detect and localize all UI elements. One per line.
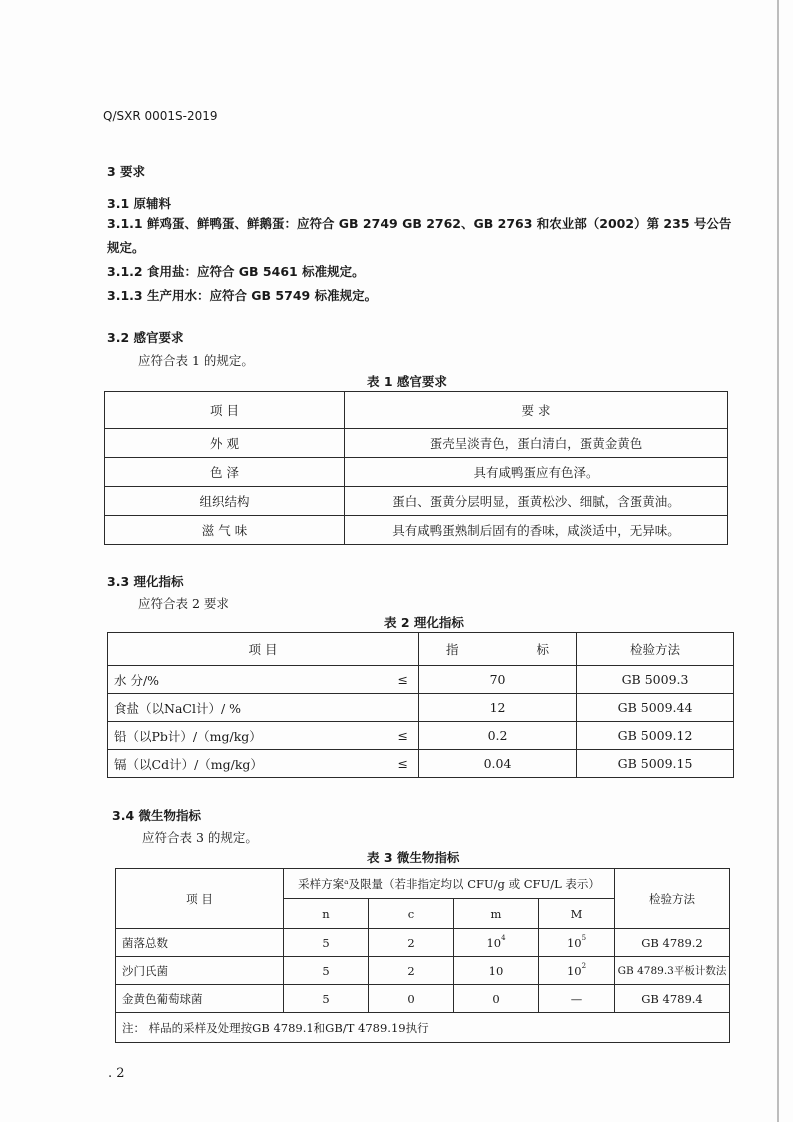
section-3-4-intro: 应符合表 3 的规定。 [142,830,258,845]
table3-n: 5 [284,957,369,985]
table-row [116,929,730,957]
section-3-title: 3 要求 [107,164,146,179]
table3-M [539,929,615,957]
table3-M [539,985,615,1013]
table3-note: 注： 样品的采样及处理按GB 4789.1和GB/T 4789.19执行 [116,1013,730,1043]
table3-header-c: c [369,899,454,929]
table3-header-M: M [539,899,615,929]
section-3-2-title: 3.2 感官要求 [107,330,184,345]
table-row [105,458,728,487]
table2-method: GB 5009.44 [577,694,734,722]
table2-sym [388,694,419,722]
table2-header-item: 项 目 [108,633,419,666]
table2-method: GB 5009.12 [577,722,734,750]
table1-req: 具有咸鸭蛋应有色泽。 [345,458,728,487]
table1-header-req: 要 求 [345,392,728,429]
table3-M [539,957,615,985]
scan-edge [777,0,779,1122]
table2-sym: ≤ [388,722,419,750]
table2-header-index-b: 标 [536,642,550,657]
table1-item: 色 泽 [105,458,345,487]
table-row [108,694,734,722]
table3-c: 0 [369,985,454,1013]
table2-method: GB 5009.3 [577,666,734,694]
table3-method: GB 4789.4 [615,985,730,1013]
table3-header-row1 [116,869,730,899]
table3-header-method: 检验方法 [615,869,730,929]
table-row [116,957,730,985]
page-number: . 2 [108,1066,125,1081]
table-row [105,516,728,545]
table-row [108,750,734,778]
table3-item: 菌落总数 [116,929,284,957]
table1-req: 具有咸鸭蛋熟制后固有的香味，咸淡适中，无异味。 [345,516,728,545]
section-3-1-2: 3.1.2 食用盐：应符合 GB 5461 标准规定。 [107,264,365,279]
table-row [108,666,734,694]
table1-caption: 表 1 感官要求 [367,374,447,389]
table2-item: 食盐（以NaCl计）/ % [108,694,388,722]
table3-m [454,957,539,985]
table3-M-base: 10 [566,935,582,950]
table3-header-plan: 采样方案ᵃ及限量（若非指定均以 CFU/g 或 CFU/L 表示） [284,869,615,899]
table2-header-row [108,633,734,666]
table-row [116,985,730,1013]
table3-item: 金黄色葡萄球菌 [116,985,284,1013]
table3-micro [115,868,730,1043]
section-3-1-3: 3.1.3 生产用水：应符合 GB 5749 标准规定。 [107,288,378,303]
table1-item: 外 观 [105,429,345,458]
table2-item: 铅（以Pb计）/（mg/kg） [108,722,388,750]
table1-req: 蛋白、蛋黄分层明显，蛋黄松沙、细腻，含蛋黄油。 [345,487,728,516]
table1-item: 组织结构 [105,487,345,516]
table3-M-base: — [570,991,583,1006]
table3-header-m: m [454,899,539,929]
table1-item: 滋 气 味 [105,516,345,545]
table2-header-method: 检验方法 [577,633,734,666]
table3-item: 沙门氏菌 [116,957,284,985]
section-3-3-intro: 应符合表 2 要求 [138,596,229,611]
table3-m [454,985,539,1013]
table3-m-base: 10 [486,935,502,950]
table2-value: 12 [419,694,577,722]
table2-value: 70 [419,666,577,694]
table2-sym: ≤ [388,666,419,694]
table3-method: GB 4789.2 [615,929,730,957]
table2-method: GB 5009.15 [577,750,734,778]
table3-M-exp: 2 [581,961,587,970]
table1-sensory [104,391,728,545]
table3-M-base: 10 [566,963,582,978]
table2-header-index [419,633,577,666]
table3-M-exp: 5 [581,933,587,942]
section-3-3-title: 3.3 理化指标 [107,574,184,589]
section-3-1-title: 3.1 原辅料 [107,196,171,211]
table2-value: 0.2 [419,722,577,750]
table2-item: 水 分/% [108,666,388,694]
table3-header-item: 项 目 [116,869,284,929]
table3-m-exp: 4 [501,933,506,942]
table2-physchem [107,632,734,778]
section-3-1-1-line1: 3.1.1 鲜鸡蛋、鲜鸭蛋、鲜鹅蛋：应符合 GB 2749 GB 2762、GB 2763 和农业部（2002）第 235 号公告 [107,216,732,231]
table2-sym: ≤ [388,750,419,778]
table-row [105,429,728,458]
table2-item: 镉（以Cd计）/（mg/kg） [108,750,388,778]
table3-c: 2 [369,929,454,957]
table-row [108,722,734,750]
table3-n: 5 [284,929,369,957]
table2-caption: 表 2 理化指标 [384,615,464,630]
table3-note-row [116,1013,730,1043]
table1-req: 蛋壳呈淡青色，蛋白清白，蛋黄金黄色 [345,429,728,458]
table3-m-base: 0 [492,991,500,1006]
table1-header-item: 项 目 [105,392,345,429]
table3-method: GB 4789.3平板计数法 [615,957,730,985]
table3-n: 5 [284,985,369,1013]
table2-value: 0.04 [419,750,577,778]
section-3-4-title: 3.4 微生物指标 [112,808,201,823]
table3-caption: 表 3 微生物指标 [367,850,460,865]
table-row [105,487,728,516]
section-3-1-1-line2: 规定。 [107,240,145,255]
table3-header-n: n [284,899,369,929]
table1-header-row [105,392,728,429]
doc-code: Q/SXR 0001S-2019 [103,109,218,123]
section-3-2-intro: 应符合表 1 的规定。 [138,353,254,368]
table3-c: 2 [369,957,454,985]
table2-header-index-a: 指 [446,642,459,657]
table3-m-base: 10 [488,963,504,978]
table3-m [454,929,539,957]
